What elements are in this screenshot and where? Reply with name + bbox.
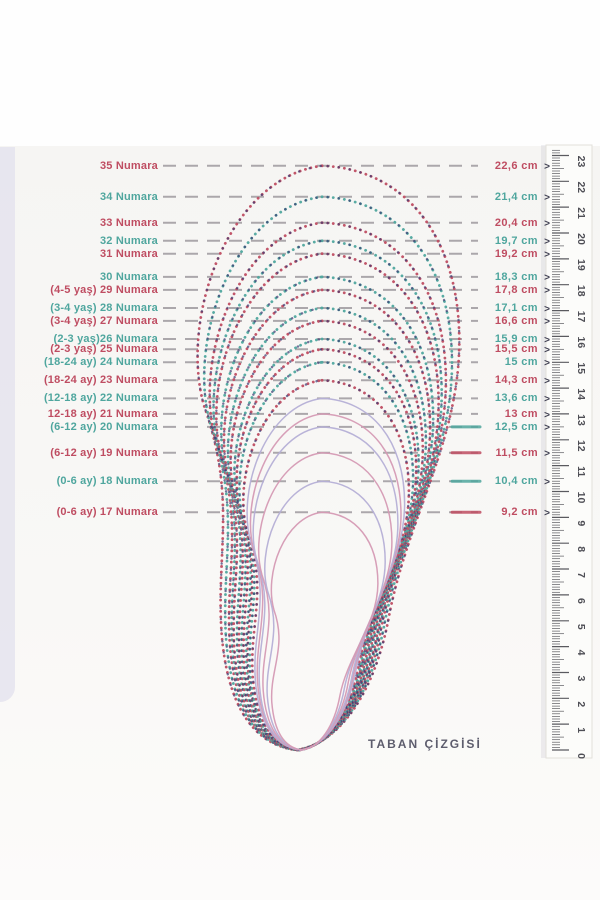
- chevron-right-icon-35: >: [544, 161, 550, 173]
- size-label-24: (18-24 ay) 24 Numara: [43, 356, 158, 369]
- ruler-number-3: 3: [575, 675, 587, 682]
- size-label-21: 12-18 ay) 21 Numara: [47, 407, 158, 420]
- chevron-right-icon-20: >: [544, 422, 550, 434]
- size-label-29: (4-5 yaş) 29 Numara: [50, 283, 158, 296]
- cm-label-25: 15,5 cm: [494, 343, 538, 356]
- ruler-number-10: 10: [575, 491, 587, 504]
- size-label-32: 32 Numara: [99, 234, 158, 247]
- ruler-number-20: 20: [575, 233, 587, 245]
- chevron-right-icon-18: >: [544, 477, 550, 488]
- chevron-right-icon-30: >: [544, 272, 550, 284]
- size-label-25: (2-3 yaş) 25 Numara: [50, 343, 158, 356]
- chevron-right-icon-24: >: [544, 358, 550, 370]
- ruler-number-15: 15: [575, 362, 587, 375]
- size-label-28: (3-4 yaş) 28 Numara: [50, 301, 158, 314]
- ruler-number-18: 18: [575, 284, 587, 297]
- cm-label-35: 22,6 cm: [494, 159, 538, 172]
- chevron-right-icon-28: >: [544, 303, 550, 315]
- sole-line-label: TABAN ÇİZGİSİ: [368, 737, 482, 751]
- cm-label-31: 19,2 cm: [494, 247, 538, 260]
- size-label-26: (2-3 yaş)26 Numara: [53, 332, 158, 345]
- cm-label-32: 19,7 cm: [494, 234, 538, 247]
- ruler-number-7: 7: [575, 572, 587, 578]
- cm-label-33: 20,4 cm: [494, 216, 538, 229]
- cm-label-18: 10,4 cm: [494, 474, 538, 487]
- size-label-27: (3-4 yaş) 27 Numara: [50, 314, 158, 327]
- size-label-31: 31 Numara: [99, 247, 158, 260]
- size-label-35: 35 Numara: [99, 159, 158, 172]
- chevron-right-icon-21: >: [544, 409, 550, 421]
- size-label-33: 33 Numara: [99, 216, 158, 229]
- cm-label-24: 15 cm: [504, 356, 538, 369]
- chevron-right-icon-19: >: [544, 448, 550, 460]
- ruler-number-19: 19: [575, 259, 587, 271]
- cm-label-30: 18,3 cm: [494, 270, 538, 283]
- ruler-number-6: 6: [575, 597, 587, 604]
- ruler-number-1: 1: [575, 727, 587, 734]
- ruler-number-17: 17: [575, 310, 587, 323]
- ruler-number-8: 8: [575, 546, 587, 553]
- ruler-number-5: 5: [575, 623, 587, 630]
- ruler-number-14: 14: [575, 388, 587, 400]
- chevron-right-icon-34: >: [544, 192, 550, 204]
- size-label-30: 30 Numara: [99, 270, 158, 283]
- ruler-number-13: 13: [575, 414, 587, 426]
- ruler-number-21: 21: [575, 207, 587, 219]
- chevron-right-icon-26: >: [544, 334, 550, 346]
- ruler-number-12: 12: [575, 439, 587, 452]
- ruler-number-4: 4: [575, 649, 587, 656]
- ruler-number-11: 11: [575, 466, 587, 478]
- ruler-number-0: 0: [575, 753, 587, 759]
- cm-label-27: 16,6 cm: [494, 314, 538, 327]
- size-label-18: (0-6 ay) 18 Numara: [56, 474, 158, 487]
- ruler-number-2: 2: [575, 701, 587, 708]
- chevron-right-icon-25: >: [544, 345, 550, 357]
- foot-outline-17: [271, 512, 378, 750]
- size-label-22: (12-18 ay) 22 Numara: [43, 392, 158, 405]
- foot-outline-20: [253, 427, 398, 750]
- chevron-right-icon-17: >: [544, 508, 550, 519]
- size-label-23: (18-24 ay) 23 Numara: [43, 374, 158, 387]
- cm-label-26: 15,9 cm: [494, 332, 538, 345]
- foot-outline-accent-26: [234, 339, 418, 750]
- foot-outline-23: [243, 380, 409, 750]
- cm-label-29: 17,8 cm: [494, 283, 538, 296]
- cm-label-19: 11,5 cm: [495, 446, 538, 459]
- ruler-number-16: 16: [575, 336, 587, 349]
- chevron-right-icon-29: >: [544, 285, 550, 297]
- chevron-right-icon-22: >: [544, 394, 550, 406]
- cm-label-23: 14,3 cm: [494, 374, 538, 387]
- size-label-34: 34 Numara: [99, 190, 158, 203]
- foot-outline-26: [234, 339, 418, 750]
- chevron-right-icon-32: >: [544, 236, 550, 248]
- ruler-number-22: 22: [575, 181, 587, 194]
- foot-outline-19: [259, 453, 392, 750]
- cm-label-20: 12,5 cm: [494, 420, 538, 433]
- chevron-right-icon-33: >: [544, 218, 550, 230]
- size-label-19: (6-12 ay) 19 Numara: [50, 446, 158, 459]
- chevron-right-icon-27: >: [544, 316, 550, 328]
- size-label-17: (0-6 ay) 17 Numara: [56, 505, 158, 518]
- size-label-20: (6-12 ay) 20 Numara: [50, 420, 158, 433]
- cm-label-21: 13 cm: [504, 407, 538, 420]
- cm-label-17: 9,2 cm: [501, 505, 538, 518]
- foot-outline-18: [265, 481, 385, 750]
- ruler-number-23: 23: [575, 155, 587, 168]
- chevron-right-icon-23: >: [544, 376, 550, 388]
- cm-label-34: 21,4 cm: [494, 190, 538, 203]
- cm-label-22: 13,6 cm: [494, 392, 538, 405]
- foot-outline-accent-23: [243, 380, 409, 750]
- ruler-number-9: 9: [575, 520, 587, 527]
- cm-label-28: 17,1 cm: [494, 301, 538, 314]
- chevron-right-icon-31: >: [544, 249, 550, 261]
